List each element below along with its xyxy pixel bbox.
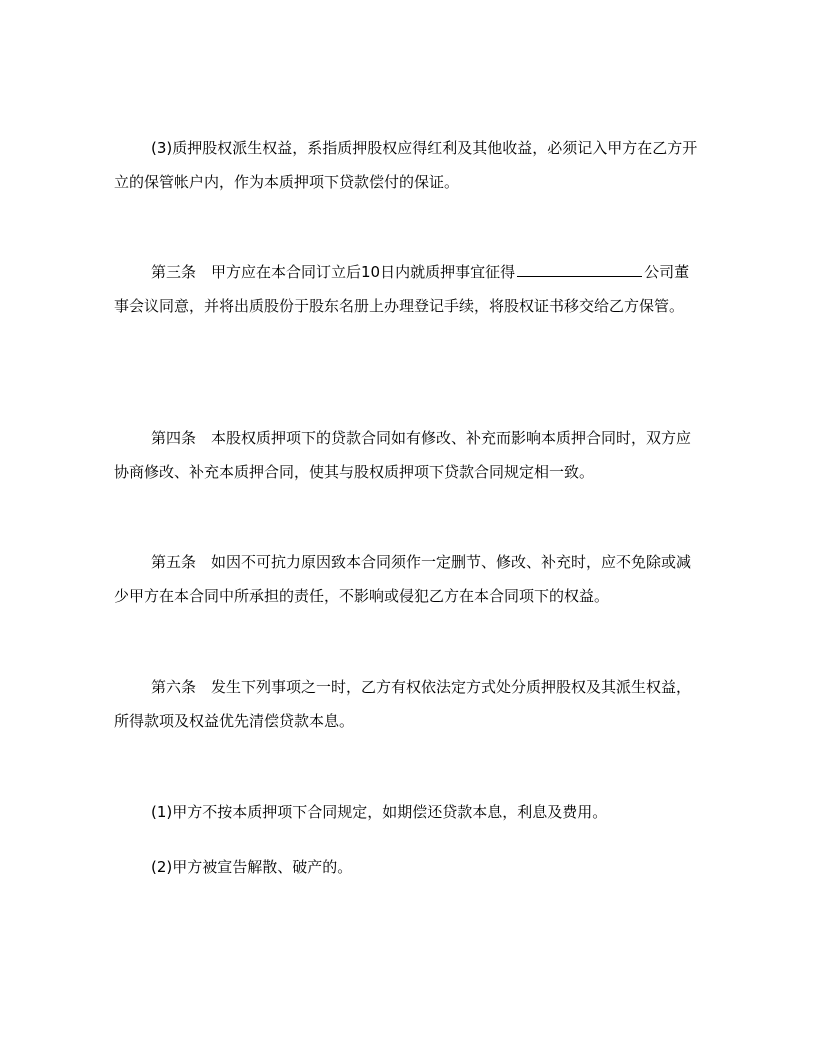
paragraph-derived-rights: (3)质押股权派生权益，系指质押股权应得红利及其他收益，必须记入甲方在乙方开立的保管帐户内，作为本质押项下贷款偿付的保证。 <box>114 139 698 191</box>
paragraph-item-1: (1)甲方不按本质押项下合同规定，如期偿还贷款本息，利息及费用。 <box>151 803 608 821</box>
paragraph-article-6: 第六条 发生下列事项之一时，乙方有权依法定方式处分质押股权及其派生权益，所得款项及权益优先清偿贷款本息。 <box>114 678 692 730</box>
paragraph-article-4: 第四条 本股权质押项下的贷款合同如有修改、补充而影响本质押合同时，双方应协商修改、补充本质押合同，使其与股权质押项下贷款合同规定相一致。 <box>114 429 692 481</box>
article-3-text-part-1: 第三条 甲方应在本合同订立后10日内就质押事宜征得 <box>151 263 516 281</box>
paragraph-article-3 <box>114 255 704 323</box>
paragraph-article-5: 第五条 如因不可抗力原因致本合同须作一定删节、修改、补充时，应不免除或减少甲方在本合同中所承担的责任，不影响或侵犯乙方在本合同项下的权益。 <box>114 553 692 605</box>
paragraph-item-2: (2)甲方被宣告解散、破产的。 <box>151 858 353 876</box>
article-3-text-part-2: 公司董事会议同意，并将出质股份于股东名册上办理登记手续，将股权证书移交给乙方保管。 <box>114 263 690 315</box>
fill-in-blank-company <box>517 259 642 277</box>
